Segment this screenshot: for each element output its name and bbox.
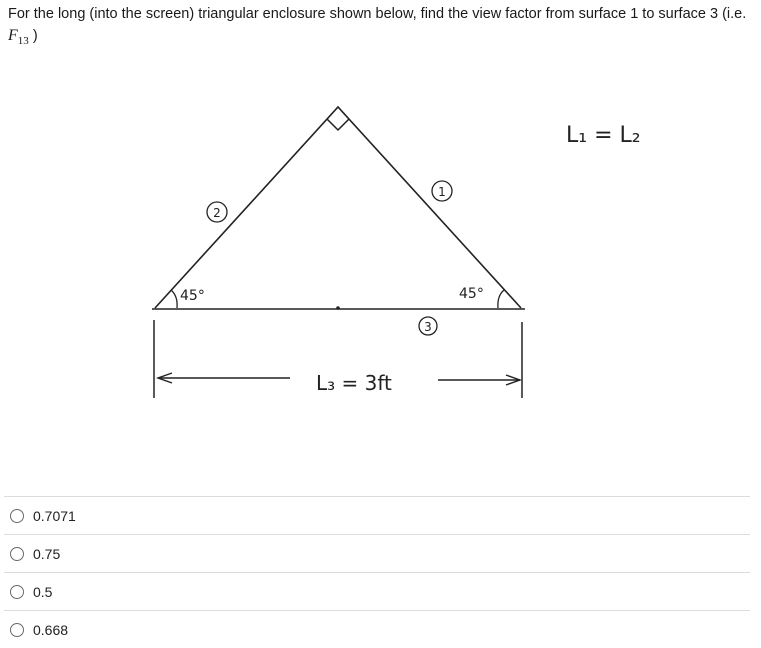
option-2-radio[interactable] [10,547,24,561]
option-4-label: 0.668 [33,621,69,638]
equal-length-label: L₁ = L₂ [566,123,641,148]
right-angle-mark [327,119,349,130]
surface-1-label: 1 [438,185,446,199]
option-3-label: 0.5 [33,583,53,600]
left-angle-arc [171,290,177,308]
option-3[interactable] [4,572,750,610]
answer-options [0,496,750,648]
right-angle-arc [498,290,504,308]
surface-2-label: 2 [213,206,221,220]
option-2-label: 0.75 [33,545,61,562]
surface-3-label: 3 [424,320,432,334]
angle-left-label: 45° [180,288,205,304]
triangle-sides [155,107,521,308]
angle-right-label: 45° [459,286,484,302]
option-1[interactable] [4,496,750,534]
option-1-label: 0.7071 [33,507,76,524]
option-4[interactable] [4,610,750,648]
question-prompt: For the long (into the screen) triangular enclosure shown below, find the view factor from surface 1 to surface 3 (i.e. [8,6,747,22]
math-base: F [8,27,18,44]
base-midpoint [336,306,340,310]
option-4-radio[interactable] [10,623,24,637]
math-subscript: 13 [17,35,29,48]
option-1-radio[interactable] [10,509,24,523]
math-close: ) [32,28,38,44]
option-2[interactable] [4,534,750,572]
length-label: L₃ = 3ft [316,371,392,395]
option-3-radio[interactable] [10,585,24,599]
